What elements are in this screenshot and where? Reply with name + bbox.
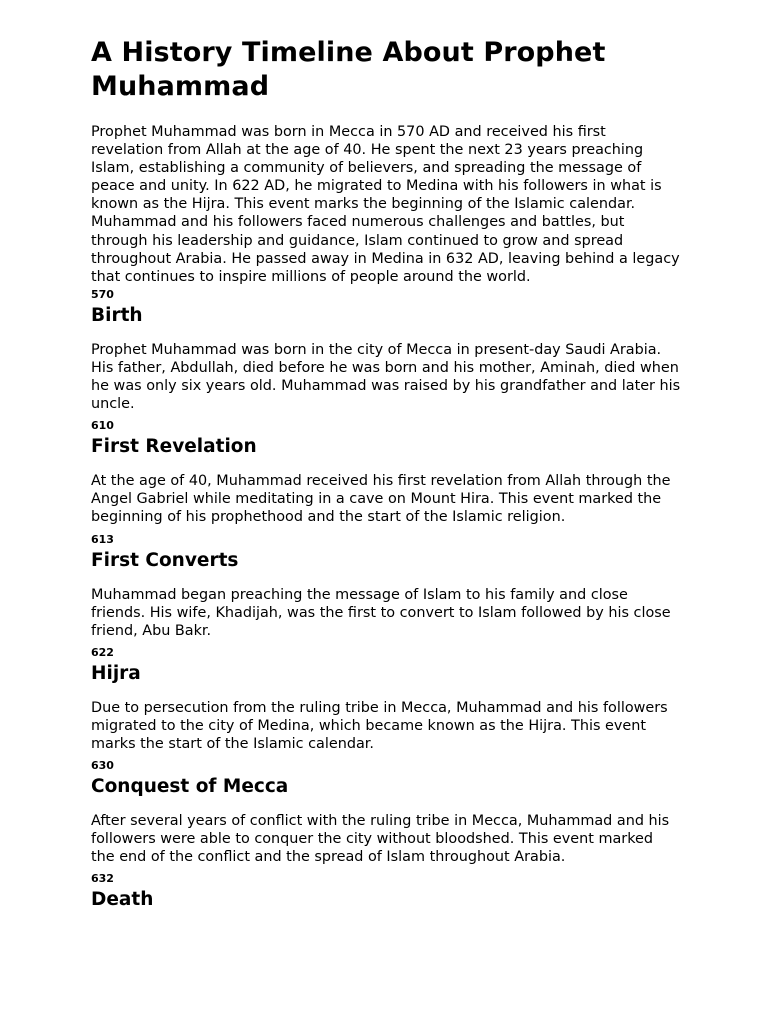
event-description: After several years of conflict with the ruling tribe in Mecca, Muhammad and his followers were able to conquer the city without bloodshed. This event marked the end of the conflict and the spread of Islam throughout Arabia. — [91, 813, 670, 866]
timeline-event-death — [91, 873, 677, 911]
event-description: Prophet Muhammad was born in the city of Mecca in present-day Saudi Arabia. His father, Abdullah, died before he was born and his mother, Aminah, died when he was only six years old. Muhammad was raised by his grandfather and later his uncle. — [91, 341, 681, 413]
timeline-event-first-converts — [91, 534, 677, 640]
event-year: 622 — [91, 645, 114, 659]
event-year: 613 — [91, 532, 114, 546]
event-title: Death — [91, 889, 154, 911]
event-title: Hijra — [91, 662, 141, 684]
event-description: At the age of 40, Muhammad received his first revelation from Allah through the Angel Gabriel while meditating in a cave on Mount Hira. This event marked the beginning of his prophethood and the start of the Islamic religion. — [91, 473, 671, 526]
page-title: A History Timeline About Prophet Muhammad — [91, 37, 606, 102]
event-title: First Revelation — [91, 436, 257, 458]
event-year: 570 — [91, 287, 114, 301]
event-year: 632 — [91, 872, 114, 886]
event-description: Muhammad began preaching the message of Islam to his family and close friends. His wife, Khadijah, was the first to convert to Islam followed by his close friend, Abu Bakr. — [91, 586, 671, 639]
timeline-event-conquest-of-mecca — [91, 760, 677, 866]
event-title: First Converts — [91, 549, 239, 571]
event-year: 630 — [91, 759, 114, 773]
timeline-event-birth — [91, 287, 681, 413]
event-year: 610 — [91, 419, 114, 433]
event-title: Conquest of Mecca — [91, 776, 289, 798]
intro-paragraph: Prophet Muhammad was born in Mecca in 570 AD and received his first revelation from Allah at the age of 40. He spent the next 23 years preaching Islam, establishing a community of believers, and spreading the message of peace and unity. In 622 AD, he migrated to Medina with his followers in what is known as the Hijra. This event marks the beginning of the Islamic calendar. Muhammad and his followers faced numerous challenges and battles, but through his leadership and guidance, Islam continued to grow and spread throughout Arabia. He passed away in Medina in 632 AD, leaving behind a legacy that continues to inspire millions of people around the world. — [91, 124, 680, 285]
event-title: Birth — [91, 304, 143, 326]
timeline-event-first-revelation — [91, 420, 677, 526]
timeline-event-hijra — [91, 647, 677, 753]
event-description: Due to persecution from the ruling tribe in Mecca, Muhammad and his followers migrated to the city of Medina, which became known as the Hijra. This event marks the start of the Islamic calendar. — [91, 699, 668, 752]
